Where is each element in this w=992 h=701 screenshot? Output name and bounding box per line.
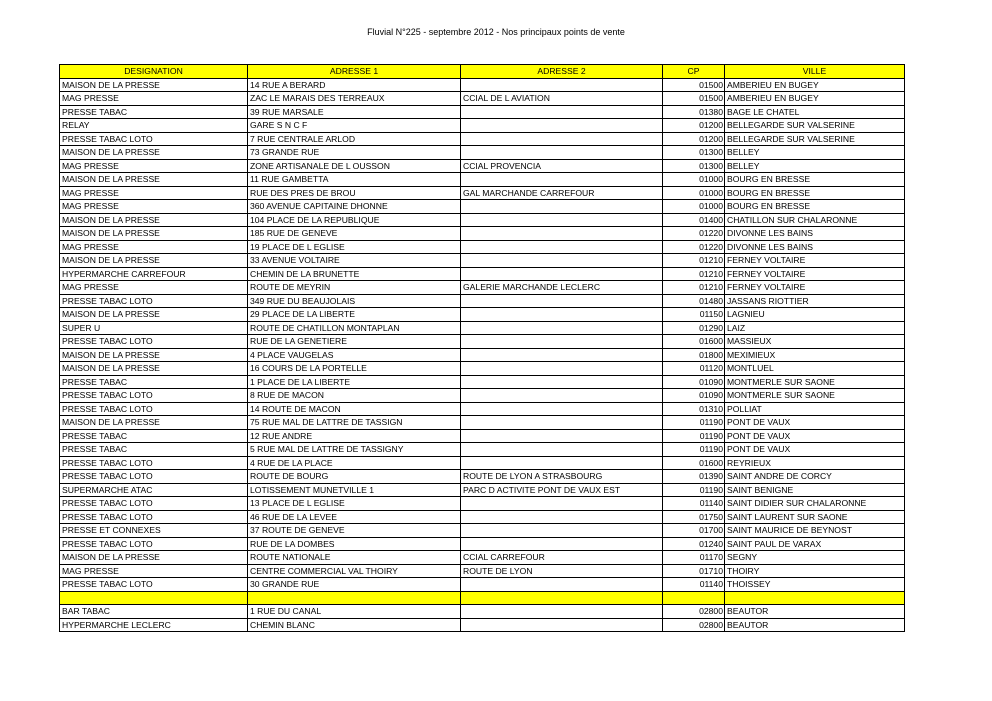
- cell-designation: PRESSE TABAC: [60, 105, 248, 119]
- table-row: [60, 321, 905, 335]
- cell-ville: PONT DE VAUX: [725, 416, 905, 430]
- cell-designation: MAISON DE LA PRESSE: [60, 213, 248, 227]
- cell-ville: SAINT PAUL DE VARAX: [725, 537, 905, 551]
- table-row: [60, 294, 905, 308]
- cell-adresse-2: [461, 456, 663, 470]
- cell-ville: BELLEY: [725, 159, 905, 173]
- cell-cp: 01200: [663, 119, 725, 133]
- cell-adresse-1: 16 COURS DE LA PORTELLE: [248, 362, 461, 376]
- cell-cp: 01800: [663, 348, 725, 362]
- table-row: [60, 78, 905, 92]
- cell-cp: 01210: [663, 254, 725, 268]
- cell-adresse-1: 11 RUE GAMBETTA: [248, 173, 461, 187]
- table-body: [60, 78, 905, 632]
- cell-ville: LAIZ: [725, 321, 905, 335]
- cell-adresse-1: RUE DES PRES DE BROU: [248, 186, 461, 200]
- cell-ville: SEGNY: [725, 551, 905, 565]
- cell-adresse-2: [461, 308, 663, 322]
- separator-cell: [663, 591, 725, 605]
- cell-designation: HYPERMARCHE CARREFOUR: [60, 267, 248, 281]
- separator-cell: [248, 591, 461, 605]
- header-cp: CP: [663, 65, 725, 79]
- cell-cp: 01220: [663, 240, 725, 254]
- cell-designation: RELAY: [60, 119, 248, 133]
- cell-cp: 01120: [663, 362, 725, 376]
- cell-adresse-1: RUE DE LA DOMBES: [248, 537, 461, 551]
- cell-adresse-1: 13 PLACE DE L EGLISE: [248, 497, 461, 511]
- cell-cp: 01150: [663, 308, 725, 322]
- cell-ville: BOURG EN BRESSE: [725, 200, 905, 214]
- cell-cp: 01600: [663, 456, 725, 470]
- cell-ville: BEAUTOR: [725, 618, 905, 632]
- table-row: [60, 483, 905, 497]
- cell-adresse-2: [461, 321, 663, 335]
- cell-cp: 01220: [663, 227, 725, 241]
- cell-cp: 01600: [663, 335, 725, 349]
- cell-adresse-1: ROUTE NATIONALE: [248, 551, 461, 565]
- cell-ville: BOURG EN BRESSE: [725, 186, 905, 200]
- table-row: [60, 335, 905, 349]
- cell-adresse-1: 1 PLACE DE LA LIBERTE: [248, 375, 461, 389]
- table-row: [60, 119, 905, 133]
- cell-adresse-1: 37 ROUTE DE GENEVE: [248, 524, 461, 538]
- cell-cp: 01190: [663, 483, 725, 497]
- cell-cp: 01210: [663, 281, 725, 295]
- cell-adresse-1: 7 RUE CENTRALE ARLOD: [248, 132, 461, 146]
- cell-adresse-2: [461, 254, 663, 268]
- table-row: [60, 416, 905, 430]
- table-row: [60, 564, 905, 578]
- table-row: [60, 254, 905, 268]
- cell-ville: SAINT LAURENT SUR SAONE: [725, 510, 905, 524]
- cell-ville: SAINT BENIGNE: [725, 483, 905, 497]
- cell-cp: 01190: [663, 429, 725, 443]
- cell-adresse-2: [461, 416, 663, 430]
- sales-points-table: [59, 64, 905, 632]
- cell-ville: MONTMERLE SUR SAONE: [725, 389, 905, 403]
- cell-cp: 01710: [663, 564, 725, 578]
- cell-designation: PRESSE TABAC LOTO: [60, 402, 248, 416]
- cell-designation: MAG PRESSE: [60, 92, 248, 106]
- cell-designation: PRESSE TABAC LOTO: [60, 578, 248, 592]
- cell-adresse-1: CENTRE COMMERCIAL VAL THOIRY: [248, 564, 461, 578]
- cell-adresse-2: [461, 335, 663, 349]
- cell-adresse-1: 39 RUE MARSALE: [248, 105, 461, 119]
- cell-designation: MAISON DE LA PRESSE: [60, 254, 248, 268]
- cell-adresse-2: CCIAL PROVENCIA: [461, 159, 663, 173]
- table-row: [60, 267, 905, 281]
- cell-adresse-2: [461, 618, 663, 632]
- cell-designation: PRESSE TABAC: [60, 375, 248, 389]
- cell-adresse-2: [461, 105, 663, 119]
- cell-adresse-1: ZAC LE MARAIS DES TERREAUX: [248, 92, 461, 106]
- cell-designation: SUPER U: [60, 321, 248, 335]
- cell-adresse-2: [461, 429, 663, 443]
- table-row: [60, 551, 905, 565]
- cell-adresse-1: 12 RUE ANDRE: [248, 429, 461, 443]
- cell-ville: CHATILLON SUR CHALARONNE: [725, 213, 905, 227]
- cell-adresse-1: 75 RUE MAL DE LATTRE DE TASSIGN: [248, 416, 461, 430]
- table-row: [60, 497, 905, 511]
- table-row: [60, 537, 905, 551]
- cell-designation: PRESSE TABAC LOTO: [60, 537, 248, 551]
- cell-designation: MAG PRESSE: [60, 240, 248, 254]
- cell-adresse-1: 73 GRANDE RUE: [248, 146, 461, 160]
- cell-adresse-1: 30 GRANDE RUE: [248, 578, 461, 592]
- cell-adresse-1: 1 RUE DU CANAL: [248, 605, 461, 619]
- cell-ville: MASSIEUX: [725, 335, 905, 349]
- cell-designation: BAR TABAC: [60, 605, 248, 619]
- cell-adresse-2: [461, 524, 663, 538]
- cell-adresse-2: [461, 227, 663, 241]
- cell-cp: 01190: [663, 416, 725, 430]
- cell-adresse-1: ROUTE DE CHATILLON MONTAPLAN: [248, 321, 461, 335]
- table-row: [60, 173, 905, 187]
- cell-cp: 01170: [663, 551, 725, 565]
- cell-ville: SAINT MAURICE DE BEYNOST: [725, 524, 905, 538]
- cell-designation: MAISON DE LA PRESSE: [60, 348, 248, 362]
- cell-ville: DIVONNE LES BAINS: [725, 227, 905, 241]
- cell-designation: HYPERMARCHE LECLERC: [60, 618, 248, 632]
- cell-adresse-2: [461, 200, 663, 214]
- cell-cp: 01210: [663, 267, 725, 281]
- cell-adresse-2: [461, 578, 663, 592]
- table-header-row: [60, 65, 905, 79]
- cell-designation: PRESSE TABAC LOTO: [60, 497, 248, 511]
- cell-designation: PRESSE TABAC LOTO: [60, 132, 248, 146]
- table-row: [60, 402, 905, 416]
- cell-adresse-2: [461, 443, 663, 457]
- table-row: [60, 308, 905, 322]
- table-row: [60, 389, 905, 403]
- cell-designation: MAG PRESSE: [60, 200, 248, 214]
- cell-designation: MAISON DE LA PRESSE: [60, 551, 248, 565]
- cell-designation: PRESSE TABAC LOTO: [60, 294, 248, 308]
- cell-designation: PRESSE ET CONNEXES: [60, 524, 248, 538]
- cell-adresse-2: [461, 78, 663, 92]
- cell-adresse-2: CCIAL DE L AVIATION: [461, 92, 663, 106]
- cell-ville: BEAUTOR: [725, 605, 905, 619]
- table-row: [60, 200, 905, 214]
- table-row: [60, 227, 905, 241]
- cell-designation: MAISON DE LA PRESSE: [60, 416, 248, 430]
- cell-designation: MAISON DE LA PRESSE: [60, 227, 248, 241]
- cell-designation: MAG PRESSE: [60, 281, 248, 295]
- cell-cp: 01190: [663, 443, 725, 457]
- cell-adresse-2: [461, 213, 663, 227]
- cell-ville: REYRIEUX: [725, 456, 905, 470]
- cell-cp: 01300: [663, 146, 725, 160]
- cell-designation: PRESSE TABAC: [60, 429, 248, 443]
- cell-ville: BELLEGARDE SUR VALSERINE: [725, 132, 905, 146]
- cell-adresse-1: 104 PLACE DE LA REPUBLIQUE: [248, 213, 461, 227]
- cell-cp: 01390: [663, 470, 725, 484]
- cell-adresse-2: [461, 402, 663, 416]
- cell-ville: PONT DE VAUX: [725, 429, 905, 443]
- cell-cp: 02800: [663, 605, 725, 619]
- document-title: Fluvial N°225 - septembre 2012 - Nos principaux points de vente: [367, 27, 625, 37]
- table-row: [60, 429, 905, 443]
- cell-ville: BELLEGARDE SUR VALSERINE: [725, 119, 905, 133]
- cell-adresse-1: 185 RUE DE GENEVE: [248, 227, 461, 241]
- separator-cell: [461, 591, 663, 605]
- cell-adresse-2: [461, 146, 663, 160]
- cell-adresse-2: [461, 389, 663, 403]
- cell-designation: MAISON DE LA PRESSE: [60, 78, 248, 92]
- cell-adresse-1: 349 RUE DU BEAUJOLAIS: [248, 294, 461, 308]
- cell-cp: 01000: [663, 200, 725, 214]
- table-row: [60, 240, 905, 254]
- cell-cp: 01750: [663, 510, 725, 524]
- cell-designation: PRESSE TABAC LOTO: [60, 456, 248, 470]
- cell-adresse-1: 46 RUE DE LA LEVEE: [248, 510, 461, 524]
- cell-adresse-2: [461, 348, 663, 362]
- cell-adresse-2: [461, 510, 663, 524]
- cell-adresse-2: [461, 294, 663, 308]
- cell-adresse-2: [461, 173, 663, 187]
- cell-adresse-1: 29 PLACE DE LA LIBERTE: [248, 308, 461, 322]
- cell-ville: BOURG EN BRESSE: [725, 173, 905, 187]
- cell-cp: 02800: [663, 618, 725, 632]
- cell-ville: FERNEY VOLTAIRE: [725, 281, 905, 295]
- cell-adresse-2: [461, 537, 663, 551]
- cell-designation: PRESSE TABAC LOTO: [60, 335, 248, 349]
- table-row: [60, 186, 905, 200]
- cell-adresse-2: [461, 497, 663, 511]
- cell-designation: SUPERMARCHE ATAC: [60, 483, 248, 497]
- cell-ville: AMBERIEU EN BUGEY: [725, 92, 905, 106]
- cell-adresse-2: [461, 119, 663, 133]
- cell-adresse-1: 4 RUE DE LA PLACE: [248, 456, 461, 470]
- table-row: [60, 510, 905, 524]
- cell-designation: PRESSE TABAC LOTO: [60, 510, 248, 524]
- cell-cp: 01300: [663, 159, 725, 173]
- table-row: [60, 524, 905, 538]
- cell-cp: 01500: [663, 78, 725, 92]
- cell-designation: MAISON DE LA PRESSE: [60, 173, 248, 187]
- cell-adresse-1: 19 PLACE DE L EGLISE: [248, 240, 461, 254]
- table-row: [60, 348, 905, 362]
- cell-adresse-2: [461, 267, 663, 281]
- cell-ville: DIVONNE LES BAINS: [725, 240, 905, 254]
- cell-ville: PONT DE VAUX: [725, 443, 905, 457]
- table-row: [60, 362, 905, 376]
- cell-cp: 01240: [663, 537, 725, 551]
- table-row: [60, 132, 905, 146]
- header-adresse-1: ADRESSE 1: [248, 65, 461, 79]
- cell-ville: BELLEY: [725, 146, 905, 160]
- cell-ville: SAINT ANDRE DE CORCY: [725, 470, 905, 484]
- cell-adresse-1: 14 RUE A BERARD: [248, 78, 461, 92]
- separator-cell: [60, 591, 248, 605]
- cell-adresse-1: 4 PLACE VAUGELAS: [248, 348, 461, 362]
- cell-ville: MONTMERLE SUR SAONE: [725, 375, 905, 389]
- cell-ville: JASSANS RIOTTIER: [725, 294, 905, 308]
- cell-designation: MAISON DE LA PRESSE: [60, 362, 248, 376]
- header-ville: VILLE: [725, 65, 905, 79]
- separator-row: [60, 591, 905, 605]
- cell-ville: FERNEY VOLTAIRE: [725, 267, 905, 281]
- cell-ville: AMBERIEU EN BUGEY: [725, 78, 905, 92]
- table-row: [60, 105, 905, 119]
- cell-ville: POLLIAT: [725, 402, 905, 416]
- cell-adresse-1: 360 AVENUE CAPITAINE DHONNE: [248, 200, 461, 214]
- cell-ville: MEXIMIEUX: [725, 348, 905, 362]
- header-designation: DESIGNATION: [60, 65, 248, 79]
- cell-cp: 01140: [663, 497, 725, 511]
- cell-ville: MONTLUEL: [725, 362, 905, 376]
- cell-adresse-1: ROUTE DE MEYRIN: [248, 281, 461, 295]
- cell-cp: 01500: [663, 92, 725, 106]
- cell-adresse-2: [461, 605, 663, 619]
- cell-cp: 01000: [663, 186, 725, 200]
- cell-designation: MAG PRESSE: [60, 564, 248, 578]
- cell-designation: PRESSE TABAC LOTO: [60, 470, 248, 484]
- table-row: [60, 375, 905, 389]
- cell-ville: THOIRY: [725, 564, 905, 578]
- table-row: [60, 159, 905, 173]
- table-row: [60, 92, 905, 106]
- cell-adresse-2: [461, 362, 663, 376]
- cell-cp: 01700: [663, 524, 725, 538]
- cell-adresse-1: 14 ROUTE DE MACON: [248, 402, 461, 416]
- header-adresse-2: ADRESSE 2: [461, 65, 663, 79]
- cell-ville: SAINT DIDIER SUR CHALARONNE: [725, 497, 905, 511]
- cell-cp: 01140: [663, 578, 725, 592]
- cell-adresse-1: GARE S N C F: [248, 119, 461, 133]
- cell-adresse-1: CHEMIN BLANC: [248, 618, 461, 632]
- cell-designation: MAG PRESSE: [60, 186, 248, 200]
- table-row: [60, 281, 905, 295]
- table-row: [60, 605, 905, 619]
- cell-adresse-2: ROUTE DE LYON: [461, 564, 663, 578]
- table-row: [60, 470, 905, 484]
- cell-designation: PRESSE TABAC LOTO: [60, 389, 248, 403]
- cell-adresse-1: ROUTE DE BOURG: [248, 470, 461, 484]
- cell-cp: 01090: [663, 389, 725, 403]
- cell-cp: 01480: [663, 294, 725, 308]
- cell-designation: MAG PRESSE: [60, 159, 248, 173]
- cell-adresse-2: PARC D ACTIVITE PONT DE VAUX EST: [461, 483, 663, 497]
- cell-designation: MAISON DE LA PRESSE: [60, 308, 248, 322]
- cell-adresse-1: CHEMIN DE LA BRUNETTE: [248, 267, 461, 281]
- cell-ville: THOISSEY: [725, 578, 905, 592]
- cell-cp: 01290: [663, 321, 725, 335]
- cell-adresse-1: 33 AVENUE VOLTAIRE: [248, 254, 461, 268]
- table-row: [60, 618, 905, 632]
- cell-ville: LAGNIEU: [725, 308, 905, 322]
- table-row: [60, 578, 905, 592]
- cell-adresse-2: [461, 132, 663, 146]
- table-row: [60, 456, 905, 470]
- cell-cp: 01380: [663, 105, 725, 119]
- cell-cp: 01200: [663, 132, 725, 146]
- cell-adresse-2: GALERIE MARCHANDE LECLERC: [461, 281, 663, 295]
- table-row: [60, 213, 905, 227]
- cell-adresse-1: 5 RUE MAL DE LATTRE DE TASSIGNY: [248, 443, 461, 457]
- cell-cp: 01310: [663, 402, 725, 416]
- cell-adresse-2: [461, 375, 663, 389]
- cell-adresse-2: GAL MARCHANDE CARREFOUR: [461, 186, 663, 200]
- cell-designation: MAISON DE LA PRESSE: [60, 146, 248, 160]
- cell-adresse-2: [461, 240, 663, 254]
- cell-ville: FERNEY VOLTAIRE: [725, 254, 905, 268]
- cell-cp: 01400: [663, 213, 725, 227]
- cell-cp: 01000: [663, 173, 725, 187]
- cell-adresse-2: ROUTE DE LYON A STRASBOURG: [461, 470, 663, 484]
- cell-adresse-1: RUE DE LA GENETIERE: [248, 335, 461, 349]
- cell-ville: BAGE LE CHATEL: [725, 105, 905, 119]
- cell-designation: PRESSE TABAC: [60, 443, 248, 457]
- table-row: [60, 443, 905, 457]
- table-row: [60, 146, 905, 160]
- cell-adresse-1: LOTISSEMENT MUNETVILLE 1: [248, 483, 461, 497]
- cell-adresse-1: 8 RUE DE MACON: [248, 389, 461, 403]
- separator-cell: [725, 591, 905, 605]
- cell-adresse-2: CCIAL CARREFOUR: [461, 551, 663, 565]
- cell-adresse-1: ZONE ARTISANALE DE L OUSSON: [248, 159, 461, 173]
- cell-cp: 01090: [663, 375, 725, 389]
